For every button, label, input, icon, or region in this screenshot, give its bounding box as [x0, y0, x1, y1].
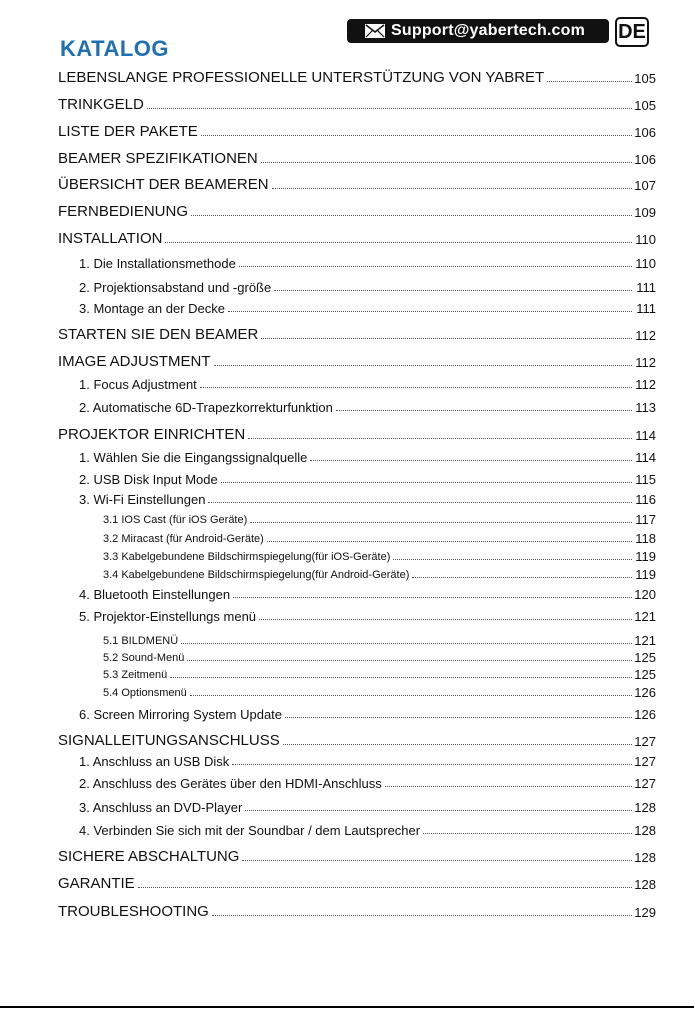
toc-entry-page: 117	[635, 512, 656, 527]
toc-entry-page: 127	[634, 776, 656, 791]
toc-entry-page: 106	[634, 152, 656, 167]
toc-entry-label: TRINKGELD	[58, 96, 144, 113]
dot-leader	[547, 81, 632, 82]
toc-entry-label: 5.2 Sound-Menü	[103, 652, 185, 664]
toc-entry-label: 3.1 IOS Cast (für iOS Geräte)	[103, 514, 248, 526]
toc-entry[interactable]	[103, 686, 656, 699]
toc-entry-label: STARTEN SIE DEN BEAMER	[58, 326, 259, 343]
toc-entry-label: IMAGE ADJUSTMENT	[58, 353, 211, 370]
dot-leader	[412, 577, 632, 578]
toc-entry[interactable]	[79, 378, 656, 391]
dot-leader	[261, 338, 632, 339]
toc-entry-label: 6. Screen Mirroring System Update	[79, 707, 283, 722]
toc-entry-page: 126	[634, 707, 656, 722]
toc-entry-page: 128	[634, 800, 656, 815]
toc-entry[interactable]	[58, 231, 656, 246]
toc-entry-label: TROUBLESHOOTING	[58, 903, 209, 920]
toc-entry[interactable]	[58, 427, 656, 442]
toc-entry-label: 4. Verbinden Sie sich mit der Soundbar / dem Lautsprecher	[79, 823, 421, 838]
toc-entry-page: 110	[635, 256, 656, 271]
dot-leader	[248, 438, 632, 439]
toc-entry-page: 121	[634, 609, 656, 624]
toc-entry[interactable]	[79, 451, 656, 464]
toc-entry[interactable]	[103, 532, 656, 545]
toc-entry-label: 3. Wi-Fi Einstellungen	[79, 492, 206, 507]
toc-entry[interactable]	[58, 97, 656, 112]
toc-entry[interactable]	[79, 708, 656, 721]
toc-entry-page: 109	[634, 205, 656, 220]
toc-entry-label: BEAMER SPEZIFIKATIONEN	[58, 150, 258, 167]
toc-entry-page: 119	[635, 567, 656, 582]
dot-leader	[250, 522, 632, 523]
toc-entry-label: 1. Focus Adjustment	[79, 377, 197, 392]
toc-entry-page: 115	[635, 472, 656, 487]
toc-entry-page: 116	[635, 492, 656, 507]
dot-leader	[221, 482, 632, 483]
dot-leader	[423, 833, 632, 834]
toc-entry-label: GARANTIE	[58, 875, 135, 892]
dot-leader	[272, 188, 632, 189]
toc-entry-page: 128	[634, 850, 656, 865]
toc-entry[interactable]	[58, 733, 656, 748]
dot-leader	[170, 677, 632, 678]
page-title: KATALOG	[60, 36, 169, 61]
toc-entry[interactable]	[79, 755, 656, 768]
toc-entry-page: 110	[635, 232, 656, 247]
toc-entry[interactable]	[79, 777, 656, 790]
toc-entry-label: 3. Anschluss an DVD-Player	[79, 800, 243, 815]
dot-leader	[285, 717, 632, 718]
toc-entry-label: LISTE DER PAKETE	[58, 123, 198, 140]
toc-entry[interactable]	[79, 824, 656, 837]
dot-leader	[138, 887, 632, 888]
toc-entry-page: 127	[634, 754, 656, 769]
dot-leader	[165, 242, 632, 243]
toc-entry-page: 121	[634, 633, 656, 648]
toc-entry[interactable]	[58, 904, 656, 919]
dot-leader	[187, 660, 632, 661]
toc-entry[interactable]	[79, 401, 656, 414]
toc-entry-page: 106	[634, 125, 656, 140]
toc-entry-page: 111	[636, 301, 656, 316]
toc-entry-label: INSTALLATION	[58, 230, 163, 247]
toc-entry-label: 5.1 BILDMENÜ	[103, 635, 179, 647]
envelope-icon	[365, 24, 385, 38]
toc-entry[interactable]	[79, 281, 656, 294]
toc-entry-page: 105	[634, 98, 656, 113]
dot-leader	[190, 695, 632, 696]
toc-entry-page: 111	[636, 280, 656, 295]
dot-leader	[200, 387, 632, 388]
toc-entry[interactable]	[58, 177, 656, 192]
toc-entry-label: 5. Projektor-Einstellungs menü	[79, 609, 257, 624]
toc-entry[interactable]	[103, 668, 656, 681]
dot-leader	[310, 460, 632, 461]
dot-leader	[214, 365, 632, 366]
dot-leader	[232, 764, 632, 765]
dot-leader	[393, 559, 632, 560]
toc-entry-label: 1. Wählen Sie die Eingangssignalquelle	[79, 450, 308, 465]
dot-leader	[245, 810, 632, 811]
toc-entry-label: SICHERE ABSCHALTUNG	[58, 848, 240, 865]
toc-entry-page: 107	[634, 178, 656, 193]
toc-entry-label: 2. Projektionsabstand und -größe	[79, 280, 272, 295]
toc-entry[interactable]	[58, 204, 656, 219]
toc-entry-label: 2. Anschluss des Gerätes über den HDMI-Anschluss	[79, 776, 382, 791]
toc-entry[interactable]	[79, 493, 656, 506]
toc-entry-page: 112	[635, 377, 656, 392]
toc-entry-page: 112	[635, 355, 656, 370]
toc-entry-label: FERNBEDIENUNG	[58, 203, 189, 220]
toc-entry[interactable]	[103, 550, 656, 563]
dot-leader	[283, 744, 632, 745]
toc-entry[interactable]	[58, 327, 656, 342]
toc-entry-page: 114	[635, 428, 656, 443]
toc-entry[interactable]	[79, 302, 656, 315]
support-email-text: Support@yabertech.com	[391, 22, 586, 39]
toc-entry[interactable]	[79, 588, 656, 601]
toc-entry-label: SIGNALLEITUNGSANSCHLUSS	[58, 732, 280, 749]
toc-entry-label: 3.4 Kabelgebundene Bildschirmspiegelung(für Android-Geräte)	[103, 569, 410, 581]
toc-entry[interactable]	[58, 354, 656, 369]
toc-entry[interactable]	[103, 568, 656, 581]
toc-entry-label: 2. Automatische 6D-Trapezkorrekturfunktion	[79, 400, 333, 415]
dot-leader	[147, 108, 632, 109]
toc-entry[interactable]	[79, 801, 656, 814]
toc-entry-page: 114	[635, 450, 656, 465]
toc-entry-label: ÜBERSICHT DER BEAMEREN	[58, 176, 269, 193]
toc-entry-label: 2. USB Disk Input Mode	[79, 472, 218, 487]
toc-entry-page: 128	[634, 823, 656, 838]
dot-leader	[228, 311, 632, 312]
dot-leader	[208, 502, 632, 503]
dot-leader	[242, 860, 632, 861]
dot-leader	[212, 915, 632, 916]
toc-entry-label: 3.3 Kabelgebundene Bildschirmspiegelung(für iOS-Geräte)	[103, 551, 391, 563]
toc-entry[interactable]	[103, 634, 656, 647]
toc-entry[interactable]	[103, 513, 656, 526]
toc-entry-page: 105	[634, 71, 656, 86]
toc-entry[interactable]	[58, 151, 656, 166]
dot-leader	[259, 619, 632, 620]
dot-leader	[201, 135, 632, 136]
dot-leader	[385, 786, 632, 787]
toc-entry-label: 4. Bluetooth Einstellungen	[79, 587, 231, 602]
toc-entry[interactable]	[79, 473, 656, 486]
toc-entry-page: 125	[634, 650, 656, 665]
toc-entry-page: 125	[634, 667, 656, 682]
toc-entry-label: 3.2 Miracast (für Android-Geräte)	[103, 533, 264, 545]
toc-entry-page: 120	[634, 587, 656, 602]
dot-leader	[261, 162, 632, 163]
toc-entry[interactable]	[58, 70, 656, 85]
toc-entry[interactable]	[58, 124, 656, 139]
toc-entry-page: 126	[634, 685, 656, 700]
toc-entry[interactable]	[79, 257, 656, 270]
dot-leader	[267, 541, 632, 542]
dot-leader	[181, 643, 632, 644]
toc-entry-page: 127	[634, 734, 656, 749]
toc-entry[interactable]	[103, 651, 656, 664]
language-badge: DE	[615, 17, 649, 47]
dot-leader	[233, 597, 632, 598]
toc-entry-page: 128	[634, 877, 656, 892]
toc-entry-page: 112	[635, 328, 656, 343]
toc-entry-label: 1. Anschluss an USB Disk	[79, 754, 230, 769]
toc-entry-page: 129	[634, 905, 656, 920]
dot-leader	[274, 290, 632, 291]
toc-entry-label: LEBENSLANGE PROFESSIONELLE UNTERSTÜTZUNG VON YABRET	[58, 69, 545, 86]
toc-entry[interactable]	[79, 610, 656, 623]
dot-leader	[336, 410, 632, 411]
dot-leader	[191, 215, 632, 216]
toc-entry-page: 118	[635, 531, 656, 546]
toc-entry-label: 1. Die Installationsmethode	[79, 256, 236, 271]
toc-entry-label: 3. Montage an der Decke	[79, 301, 225, 316]
support-email-badge[interactable]	[347, 19, 609, 43]
dot-leader	[239, 266, 632, 267]
toc-entry-label: PROJEKTOR EINRICHTEN	[58, 426, 246, 443]
toc-entry[interactable]	[58, 876, 656, 891]
toc-entry-label: 5.4 Optionsmenü	[103, 687, 187, 699]
toc-entry-label: 5.3 Zeitmenü	[103, 669, 168, 681]
bottom-rule	[0, 1006, 694, 1008]
toc-entry-page: 119	[635, 549, 656, 564]
toc-entry[interactable]	[58, 849, 656, 864]
toc-entry-page: 113	[635, 400, 656, 415]
